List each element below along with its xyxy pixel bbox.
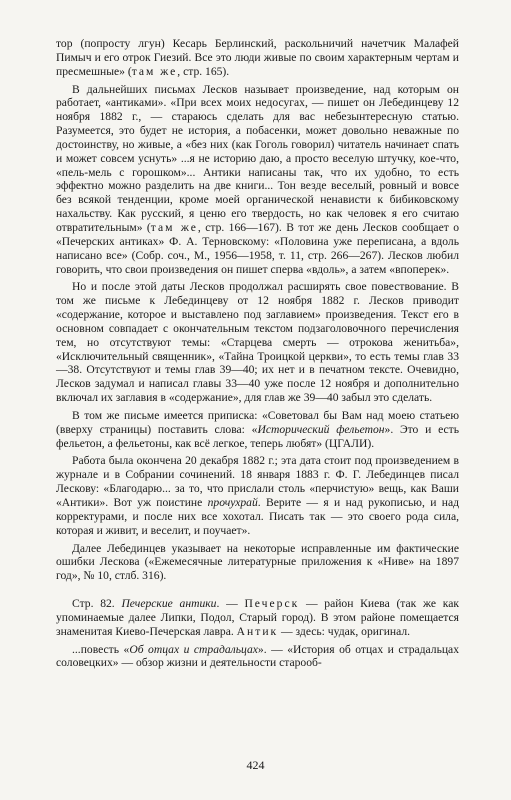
text-run: Стр. 82. <box>72 597 122 611</box>
spaced-text: там же <box>131 64 178 78</box>
page-number: 424 <box>246 758 265 772</box>
text-paragraph <box>56 454 459 537</box>
italic-text: прочухрай <box>207 496 258 509</box>
text-run: тор (попросту лгун) Кесарь Берлинский, раскольничий начетчик Малафей Пимыч и его отрок Гиезий. Все это люди живые по своим характерным чертам и пресмешные» ( <box>56 37 459 78</box>
text-run: , стр. 166—167). В тот же день Лесков сообщает о «Печерских антиках» Ф. А. Терновскому: «Половина уже переписана, а вдоль написано все» (Собр. соч., М., 1956—1958, т. 11, стр. 266—267). Лесков любил говорить, что свои произведения он пишет сперва «вдоль», а затем «впоперек». <box>56 220 459 276</box>
text-run: Но и после этой даты Лесков продолжал расширять свое повествование. В том же письме к Лебединцеву от 12 ноября 1882 г. Лесков приводит «содержание, которое и выставлено под заглавием» произведения. Текст его в основном совпадает с окончательным текстом подзаголовочного перечисления тем, но отсутствуют темы: «Старцева смерть — отрокова женитьба», «Исключительный священник», «Тайна Троицкой церкви», то есть темы глав 33—38. Отсутствуют и темы глав 39—40; их нет и в печатном тексте. Очевидно, Лесков задумал и написал главы 33—40 уже после 12 ноября и дополнительно включал их заглавия в «содержание», для глав же 39—40 забыл это сделать. <box>56 280 459 405</box>
page-body <box>56 37 459 674</box>
text-run: Работа была окончена 20 декабря 1882 г.; эта дата стоит под произведением в журнале и в Собрании сочинений. 18 января 1883 г. Ф. Г. Лебединцев писал Лескову: «Благодарю... за то, что прислали столь «перчистую» вещь, как Ваши «Антики». Вот уж поистине <box>56 454 459 509</box>
text-run: , стр. 165). <box>177 64 230 78</box>
text-run: ...повесть « <box>72 642 130 656</box>
text-paragraph <box>56 409 459 451</box>
spaced-text: Антик <box>236 624 279 638</box>
text-run: . Верите — я и над рукописью, и над корректурами, и после них все хохотал. Писать так — это своего рода сила, которая и живит, и веселит, и поучает». <box>56 496 459 537</box>
text-run: В дальнейших письмах Лесков называет произведение, над которым он работает, «антиками». «При всех моих недосугах, — пишет он Лебединцеву 12 ноября 1882 г., — стараюсь сделать для вас небезынтересную статью. Разумеется, это будет не история, а побасенки, может довольно неважные по достоинству, но живые, а «без них (как Гоголь говорил) читатель начинает спать и может совсем уснуть» ...я не историю даю, а просто веселую штучку, кое-что, «пель-мель с горошком»... Антики написаны так, что их удобно, то есть эффектно можно разделить на две книги... Тон везде веселый, ровный и вовсе без всякой тенденции, кроме моей органической ненависти к бибиковскому нахальству. Как русский, я ценю его твердость, но как человек я его считаю отвратительным» ( <box>56 82 459 234</box>
note-paragraph <box>56 597 459 639</box>
italic-text: Об отцах и страдальцах <box>129 642 258 656</box>
italic-text: Исторический фельетон <box>257 422 385 436</box>
text-paragraph <box>56 37 459 79</box>
spaced-text: Печерск <box>244 597 300 611</box>
spaced-text: там же <box>150 220 198 234</box>
text-run: ». Это и есть фельетон, а фельетоны, как всё легкое, теперь любят» (ЦГАЛИ). <box>56 422 459 450</box>
text-run: — здесь: чудак, оригинал. <box>278 624 411 638</box>
text-paragraph <box>56 280 459 405</box>
text-run: . — <box>216 597 245 611</box>
italic-text: Печерские антики <box>121 597 217 611</box>
text-run: В том же письме имеется приписка: «Советовал бы Вам над моею статьею (вверху страницы) поставить слова: « <box>56 408 459 436</box>
text-run: ». — «История об отцах и страдальцах соловецких» — обзор жизни и деятельности старооб- <box>56 642 460 670</box>
text-run: — район Киева (так же как упоминаемые далее Липки, Подол, Старый город). В этом районе помещается знаменитая Киево-Печерская лавра. <box>56 597 459 638</box>
text-paragraph <box>56 83 459 277</box>
text-run: Далее Лебединцев указывает на некоторые исправленные им фактические ошибки Лескова («Ежемесячные литературные приложения к «Ниве» на 1897 год», № 10, стлб. 316). <box>56 541 459 583</box>
text-paragraph <box>56 542 459 584</box>
text-paragraph <box>56 643 459 671</box>
